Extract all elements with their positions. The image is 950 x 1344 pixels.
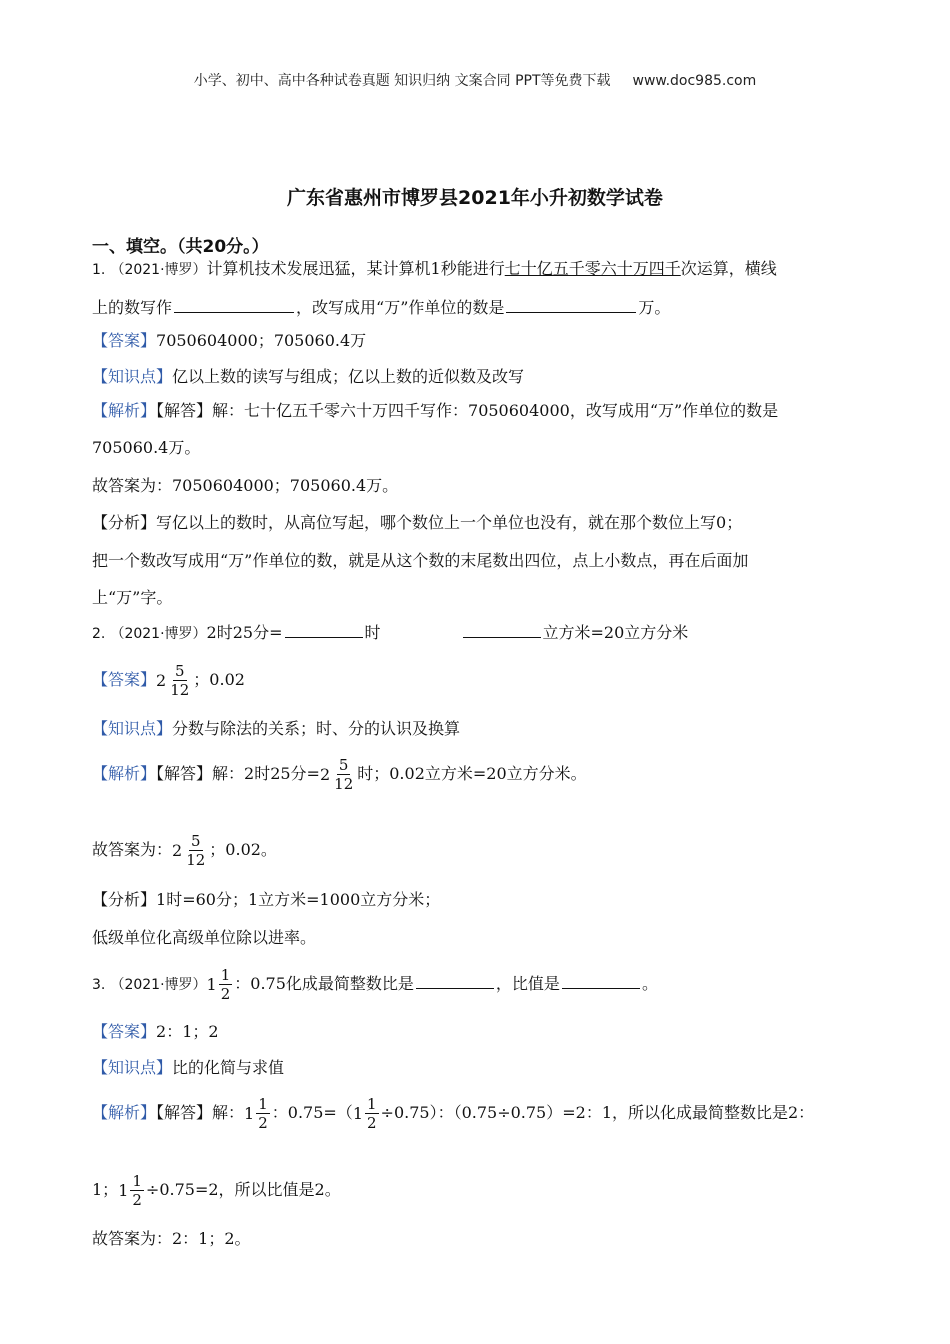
q3-analysis-denominator-3: 2 — [132, 1191, 142, 1209]
q3-numerator: 1 — [220, 966, 231, 984]
q1-number: 1. — [92, 262, 106, 278]
q3-analysis-fraction-2 — [365, 1095, 379, 1132]
q3-blank-1[interactable] — [416, 972, 494, 989]
q3-analysis-line-1 — [92, 1093, 814, 1134]
section-heading: 一、填空。（共20分。） — [92, 237, 269, 257]
q2-conclusion-line — [92, 830, 277, 871]
q2-answer-denominator: 12 — [170, 681, 190, 699]
q1-fenxi-line-2 — [92, 550, 748, 572]
q3-analysis-a: 【解答】解： — [156, 1103, 245, 1122]
q2-analysis-a: 【解答】解：2时25分= — [156, 764, 320, 783]
q2-knowledge-line — [92, 718, 460, 740]
q2-analysis-whole: 2 — [319, 764, 331, 784]
q3-denominator: 2 — [220, 985, 231, 1003]
q2-conclusion-b: ；0.02。 — [209, 840, 277, 859]
q2-source: （2021·博罗） — [110, 626, 207, 642]
q1-blank-1[interactable] — [174, 296, 294, 313]
q3-analysis-whole-1: 1 — [244, 1103, 255, 1123]
q3-text-a: ：0.75化成最简整数比是 — [234, 974, 414, 993]
q1-line-1 — [92, 258, 777, 281]
q3-source: （2021·博罗） — [110, 977, 207, 993]
q1-fenxi-3: 上“万”字。 — [92, 588, 173, 607]
q2-answer-mixed-fraction — [156, 661, 193, 701]
q1-text-d: ，改写成用“万”作单位的数是 — [296, 298, 505, 317]
q3-analysis-c: ÷0.75）：（0.75÷0.75）=2：1，所以化成最简整数比是2： — [380, 1103, 815, 1122]
q3-number: 3. — [92, 977, 106, 993]
q3-answer: 2：1；2 — [156, 1022, 219, 1041]
q3-answer-line — [92, 1021, 219, 1043]
q2-fenxi-line-1 — [92, 889, 440, 911]
q1-fenxi-1: 写亿以上的数时，从高位写起，哪个数位上一个单位也没有，就在那个数位上写0； — [156, 513, 743, 532]
analysis-tag: 【解析】 — [92, 401, 157, 420]
q3-analysis-mixed-fraction-3 — [118, 1171, 146, 1211]
q2-blank-1[interactable] — [285, 621, 363, 638]
q2-fenxi-2: 低级单位化高级单位除以进率。 — [92, 928, 317, 947]
q2-analysis-fraction — [332, 756, 355, 793]
q1-line-2 — [92, 296, 670, 319]
q2-answer-rest: ；0.02 — [193, 670, 245, 689]
q2-conclusion-fraction — [184, 832, 207, 869]
knowledge-tag: 【知识点】 — [92, 367, 173, 386]
q3-text-c: 。 — [641, 974, 658, 993]
q2-conclusion-numerator: 5 — [190, 832, 201, 850]
q3-knowledge-line — [92, 1057, 284, 1079]
q2-analysis-denominator: 12 — [334, 775, 354, 793]
q3-analysis-whole-3: 1 — [118, 1180, 129, 1200]
q2-analysis-numerator: 5 — [338, 756, 349, 774]
answer-tag: 【答案】 — [92, 1022, 157, 1041]
q3-analysis-numerator-1: 1 — [258, 1095, 268, 1113]
q1-analysis-line-1 — [92, 400, 778, 422]
knowledge-tag: 【知识点】 — [92, 719, 173, 738]
q3-line-1 — [92, 964, 658, 1005]
q2-analysis-mixed-fraction — [320, 755, 357, 795]
q3-analysis-numerator-3: 1 — [132, 1172, 142, 1190]
fenxi-tag: 【分析】 — [92, 890, 157, 909]
q1-text-c: 上的数写作 — [92, 298, 173, 317]
q2-answer-numerator: 5 — [174, 662, 185, 680]
q3-conclusion-line — [92, 1228, 251, 1250]
q1-answer: 7050604000；705060.4万 — [156, 331, 367, 350]
q1-analysis-line-2 — [92, 437, 200, 459]
banner-url[interactable]: www.doc985.com — [632, 73, 757, 89]
q3-mixed-fraction — [207, 965, 235, 1005]
q3-analysis-denominator-1: 2 — [258, 1114, 268, 1132]
q1-blank-2[interactable] — [506, 296, 636, 313]
q3-blank-2[interactable] — [562, 972, 640, 989]
q3-whole: 1 — [206, 974, 217, 994]
q2-conclusion-whole: 2 — [172, 840, 183, 860]
q2-number: 2. — [92, 626, 106, 642]
q2-line-1 — [92, 621, 688, 645]
q3-analysis-whole-2: 1 — [352, 1103, 363, 1123]
q1-answer-line — [92, 330, 366, 352]
fenxi-tag: 【分析】 — [92, 513, 157, 532]
q3-analysis-fraction-1 — [256, 1095, 270, 1132]
q3-analysis2-b: ÷0.75=2，所以比值是2。 — [145, 1180, 341, 1199]
q2-analysis-b: 时；0.02立方米=20立方分米。 — [357, 764, 587, 783]
q2-conclusion-mixed-fraction — [172, 831, 209, 871]
q2-fenxi-1: 1时=60分；1立方米=1000立方分米； — [156, 890, 441, 909]
q1-conclusion-line — [92, 475, 398, 497]
banner-text: 小学、初中、高中各种试卷真题 知识归纳 文案合同 PPT等免费下载 — [193, 73, 611, 89]
q2-answer-fraction — [168, 662, 191, 699]
q3-analysis-line-2 — [92, 1170, 341, 1211]
q2-conclusion-denominator: 12 — [186, 851, 206, 869]
q3-analysis-b: ：0.75=（ — [271, 1103, 353, 1122]
q3-analysis-mixed-fraction-1 — [244, 1094, 272, 1134]
q1-text-e: 万。 — [638, 298, 671, 317]
q3-analysis-numerator-2: 1 — [367, 1095, 377, 1113]
q2-analysis-line — [92, 754, 587, 795]
q3-knowledge: 比的化简与求值 — [172, 1058, 285, 1077]
knowledge-tag: 【知识点】 — [92, 1058, 173, 1077]
q1-knowledge-line — [92, 366, 524, 388]
q2-answer-line — [92, 660, 245, 701]
q2-fenxi-line-2 — [92, 927, 316, 949]
q2-knowledge: 分数与除法的关系；时、分的认识及换算 — [172, 719, 461, 738]
q1-fenxi-line-1 — [92, 512, 742, 534]
q1-conclusion: 故答案为：7050604000；705060.4万。 — [92, 476, 399, 495]
q3-conclusion: 故答案为：2：1；2。 — [92, 1229, 251, 1248]
analysis-tag: 【解析】 — [92, 764, 157, 783]
answer-tag: 【答案】 — [92, 670, 157, 689]
q3-text-b: ，比值是 — [495, 974, 560, 993]
q1-knowledge: 亿以上数的读写与组成；亿以上数的近似数及改写 — [172, 367, 525, 386]
q2-conclusion-a: 故答案为： — [92, 840, 173, 859]
q1-text-b: 次运算，横线 — [680, 259, 777, 278]
q3-analysis2-a: 1； — [92, 1180, 119, 1199]
q1-underlined-number: 七十亿五千零六十万四千 — [504, 259, 681, 278]
q1-fenxi-2: 把一个数改写成用“万”作单位的数，就是从这个数的末尾数出四位，点上小数点，再在后面加 — [92, 551, 749, 570]
answer-tag: 【答案】 — [92, 331, 157, 350]
q1-source: （2021·博罗） — [110, 262, 207, 278]
analysis-tag: 【解析】 — [92, 1103, 157, 1122]
q2-answer-whole: 2 — [156, 670, 167, 690]
q1-fenxi-line-3 — [92, 587, 172, 609]
q2-text-c: 立方米=20立方分米 — [542, 623, 689, 642]
page-title: 广东省惠州市博罗县2021年小升初数学试卷 — [287, 187, 663, 209]
q3-analysis-denominator-2: 2 — [367, 1114, 377, 1132]
q3-analysis-fraction-3 — [130, 1172, 144, 1209]
q2-text-a: 2时25分= — [206, 623, 283, 642]
q2-blank-2[interactable] — [463, 621, 541, 638]
q2-text-b: 时 — [364, 623, 381, 642]
q1-text-a: 计算机技术发展迅猛，某计算机1秒能进行 — [206, 259, 505, 278]
q1-analysis-2: 705060.4万。 — [92, 438, 201, 457]
q1-analysis-1: 【解答】解：七十亿五千零六十万四千写作：7050604000，改写成用“万”作单位的数是 — [156, 401, 779, 420]
page-header-banner — [0, 70, 950, 90]
q3-analysis-mixed-fraction-2 — [353, 1094, 381, 1134]
q3-fraction — [219, 966, 233, 1003]
